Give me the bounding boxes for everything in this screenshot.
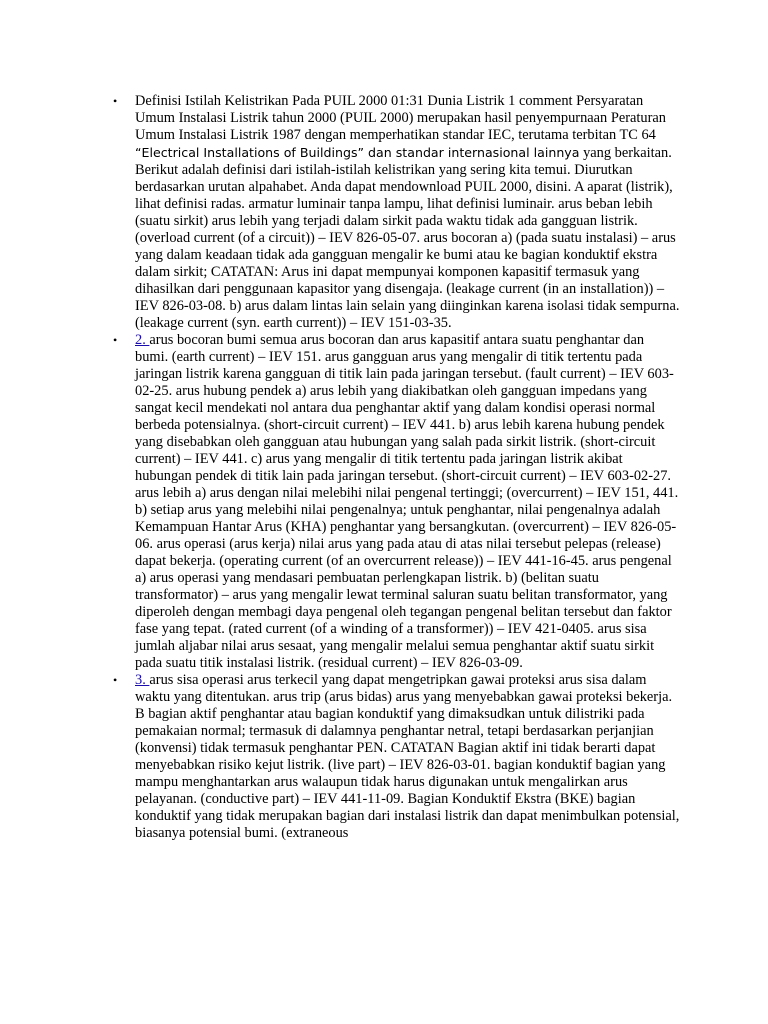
bullet-icon: •: [113, 333, 118, 347]
item-number-link[interactable]: 3.: [135, 672, 150, 688]
list-item: [113, 332, 680, 672]
item-text: Definisi Istilah Kelistrikan Pada PUIL 2000 01:31 Dunia Listrik 1 comment Persyaratan Umum Instalasi Listrik tahun 2000 (PUIL 2000) merupakan hasil penyempurnaan Peraturan Umum Instalasi Listrik 1987 dengan memperhatikan standar IEC, terutama terbitan TC 64: [135, 93, 666, 143]
item-text: arus sisa operasi arus terkecil yang dapat mengetripkan gawai proteksi arus sisa dalam waktu yang ditentukan. arus trip (arus bidas) arus yang menyebabkan gawai proteksi bekerja. B bagian aktif penghantar atau bagian konduktif yang dimaksudkan untuk dilistriki pada pemakaian normal; termasuk di dalamnya penghantar netral, tetapi berdasarkan perjanjian (konvensi) tidak termasuk penghantar PEN. CATATAN Bagian aktif ini tidak berarti dapat menyebabkan risiko kejut listrik. (live part) – IEV 826-03-01. bagian konduktif bagian yang mampu menghantarkan arus walaupun tidak harus digunakan untuk mengalirkan arus pelayanan. (conductive part) – IEV 441-11-09. Bagian Konduktif Ekstra (BKE) bagian konduktif yang tidak merupakan bagian dari instalasi listrik dan dapat menimbulkan potensial, biasanya potensial bumi. (extraneous: [135, 672, 680, 841]
item-text: arus bocoran bumi semua arus bocoran dan arus kapasitif antara suatu penghantar dan bumi. (earth current) – IEV 151. arus gangguan arus yang mengalir di titik tertentu pada jaringan listrik karena gangguan di titik lain pada jaringan tersebut. (fault current) – IEV 603-02-25. arus hubung pendek a) arus lebih yang diakibatkan oleh gangguan impedans yang sangat kecil mendekati nol antara dua penghantar aktif yang dalam kondisi operasi normal berbeda potensialnya. (short-circuit current) – IEV 441. b) arus lebih karena hubung pendek yang disebabkan oleh gangguan atau hubungan yang salah pada sirkit listrik. (short-circuit current) – IEV 441. c) arus yang mengalir di titik tertentu pada jaringan listrik akibat hubungan pendek di titik lain pada jaringan tersebut. (short-circuit current) – IEV 603-02-27. arus lebih a) arus dengan nilai melebihi nilai pengenal tertinggi; (overcurrent) – IEV 151, 441. b) setiap arus yang melebihi nilai pengenalnya; untuk penghantar, nilai pengenalnya adalah Kemampuan Hantar Arus (KHA) penghantar yang bersangkutan. (overcurrent) – IEV 826-05-06. arus operasi (arus kerja) nilai arus yang pada atau di atas nilai tersebut pelepas (release) dapat bekerja. (operating current (of an overcurrent release)) – IEV 441-16-45. arus pengenal a) arus operasi yang mendasari pembuatan perlengkapan listrik. b) (belitan suatu transformator) – arus yang mengalir lewat terminal saluran suatu belitan transformator, yang diperoleh dengan membagi daya pengenal oleh tegangan pengenal belitan tersebut dan faktor fase yang tepat. (rated current (of a winding of a transformer)) – IEV 421-0405. arus sisa jumlah aljabar nilai arus sesaat, yang mengalir melalui semua penghantar aktif suatu sirkit pada suatu titik instalasi listrik. (residual current) – IEV 826-03-09.: [135, 332, 679, 671]
list-item: [113, 93, 680, 332]
item-text-quoted: “Electrical Installations of Buildings” dan standar internasional lainnya: [135, 145, 580, 160]
bullet-icon: •: [113, 673, 118, 687]
item-number-link[interactable]: 2.: [135, 332, 150, 348]
bullet-list: [113, 93, 680, 842]
item-text: yang berkaitan. Berikut adalah definisi dari istilah-istilah kelistrikan yang sering kita temui. Diurutkan berdasarkan urutan alpahabet. Anda dapat mendownload PUIL 2000, disini. A aparat (listrik), lihat definisi radas. armatur luminair tanpa lampu, lihat definisi luminair. arus beban lebih (suatu sirkit) arus lebih yang terjadi dalam sirkit pada waktu tidak ada gangguan listrik. (overload current (of a circuit)) – IEV 826-05-07. arus bocoran a) (pada suatu instalasi) – arus yang dalam keadaan tidak ada gangguan mengalir ke bumi atau ke bagian konduktif ekstra dalam sirkit; CATATAN: Arus ini dapat mempunyai komponen kapasitif termasuk yang dihasilkan dari penggunaan kapasitor yang disengaja. (leakage current (in an installation)) – IEV 826-03-08. b) arus dalam lintas lain selain yang diinginkan karena isolasi tidak sempurna. (leakage current (syn. earth current)) – IEV 151-03-35.: [135, 145, 680, 331]
bullet-icon: •: [113, 94, 118, 108]
list-item: [113, 672, 680, 842]
